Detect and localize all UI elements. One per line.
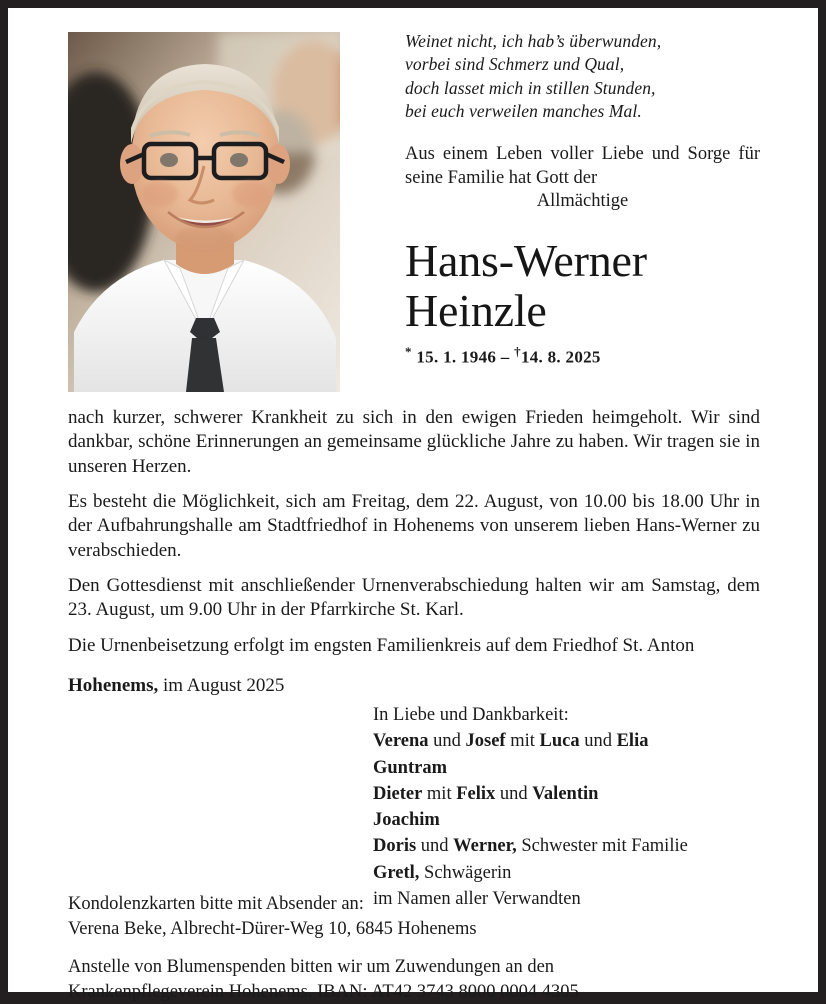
deceased-first-name: Hans-Werner	[405, 235, 647, 287]
body-paragraph-1: nach kurzer, schwerer Krankheit zu sich in den ewigen Frieden heimgeholt. Wir sind dankbar, schöne Erinnerungen an gemeinsame glückliche Jahre zu haben. Wir tragen sie in unseren Herzen.	[68, 407, 760, 477]
deceased-last-name: Heinzle	[405, 284, 547, 336]
family-member-name: Felix	[456, 783, 496, 804]
donation-block	[68, 955, 768, 1004]
condolence-block	[68, 892, 768, 941]
family-line	[373, 807, 763, 833]
condolence-label: Kondolenzkarten bitte mit Absender an:	[68, 894, 364, 914]
place-and-date	[68, 674, 760, 699]
family-member-name: Valentin	[532, 783, 599, 804]
poem-line-1: Weinet nicht, ich hab’s überwunden,	[405, 31, 662, 51]
body-paragraph-3: Den Gottesdienst mit anschließender Urnenverabschiedung halten wir am Samstag, dem 23. August, um 9.00 Uhr in der Pfarrkirche St. Karl.	[68, 574, 760, 621]
life-dates	[405, 344, 760, 368]
family-signature-block	[373, 702, 763, 912]
family-line	[373, 833, 763, 859]
poem-line-2: vorbei sind Schmerz und Qual,	[405, 54, 625, 75]
portrait-photo-illustration	[68, 32, 340, 392]
header-section	[8, 8, 818, 398]
portrait-photo	[68, 32, 340, 392]
birth-date: 15. 1. 1946	[416, 348, 497, 368]
family-line	[373, 860, 763, 886]
family-names-list	[373, 728, 763, 912]
birth-symbol: *	[405, 344, 412, 360]
poem-line-4: bei euch verweilen manches Mal.	[405, 100, 642, 121]
family-member-name: Guntram	[373, 757, 447, 778]
obituary-card	[8, 8, 818, 1002]
family-member-name: Josef	[465, 731, 506, 752]
family-connector-text: Schwester mit Familie	[516, 836, 688, 857]
family-member-name: Gretl,	[373, 862, 420, 883]
memorial-poem	[405, 30, 760, 123]
family-connector-text: und	[579, 731, 617, 752]
family-connector-text: und	[428, 731, 466, 752]
death-date: 14. 8. 2025	[520, 348, 601, 368]
family-member-name: Werner,	[453, 836, 517, 857]
family-member-name: Luca	[539, 731, 580, 752]
family-line	[373, 728, 763, 754]
family-line	[373, 755, 763, 781]
condolence-address: Verena Beke, Albrecht-Dürer-Weg 10, 6845 Hohenems	[68, 918, 477, 939]
family-member-name: Dieter	[373, 783, 423, 804]
family-connector-text: und	[416, 836, 454, 857]
death-symbol: †	[514, 344, 521, 360]
intro-last-line: Allmächtige	[536, 191, 629, 212]
poem-line-3: doch lasset mich in stillen Stunden,	[405, 77, 656, 98]
family-connector-text: und	[495, 783, 533, 804]
place-name: Hohenems,	[68, 674, 159, 696]
body-paragraph-2: Es besteht die Möglichkeit, sich am Freitag, dem 22. August, von 10.00 bis 18.00 Uhr in der Aufbahrungshalle am Stadtfriedhof in Hohenems von unserem lieben Hans-Werner zu verabschieden.	[68, 490, 760, 561]
notice-date: im August 2025	[163, 674, 285, 696]
right-column	[405, 30, 760, 368]
deceased-name	[405, 236, 760, 335]
footer-section	[68, 892, 768, 1004]
family-connector-text: mit	[422, 783, 457, 804]
family-heading: In Liebe und Dankbarkeit:	[373, 705, 569, 725]
family-connector-text: im Namen aller Verwandten	[373, 888, 581, 909]
family-connector-text: Schwägerin	[419, 862, 512, 883]
family-line	[373, 781, 763, 807]
body-section	[68, 406, 760, 699]
donation-line-1: Anstelle von Blumenspenden bitten wir um Zuwendungen an den	[68, 957, 555, 978]
family-member-name: Doris	[373, 836, 417, 857]
family-member-name: Joachim	[373, 810, 440, 831]
body-paragraph-4: Die Urnenbeisetzung erfolgt im engsten Familienkreis auf dem Friedhof St. Anton	[68, 634, 695, 656]
family-member-name: Verena	[373, 731, 429, 752]
donation-line-2: Krankenpflegeverein Hohenems. IBAN: AT42 3743 8000 0004 4305	[68, 981, 579, 1002]
family-member-name: Elia	[616, 731, 649, 752]
date-separator: –	[500, 348, 510, 368]
intro-main: Aus einem Leben voller Liebe und Sorge für seine Familie hat Gott der	[405, 144, 760, 188]
family-connector-text: mit	[505, 731, 540, 752]
intro-text	[405, 143, 760, 214]
